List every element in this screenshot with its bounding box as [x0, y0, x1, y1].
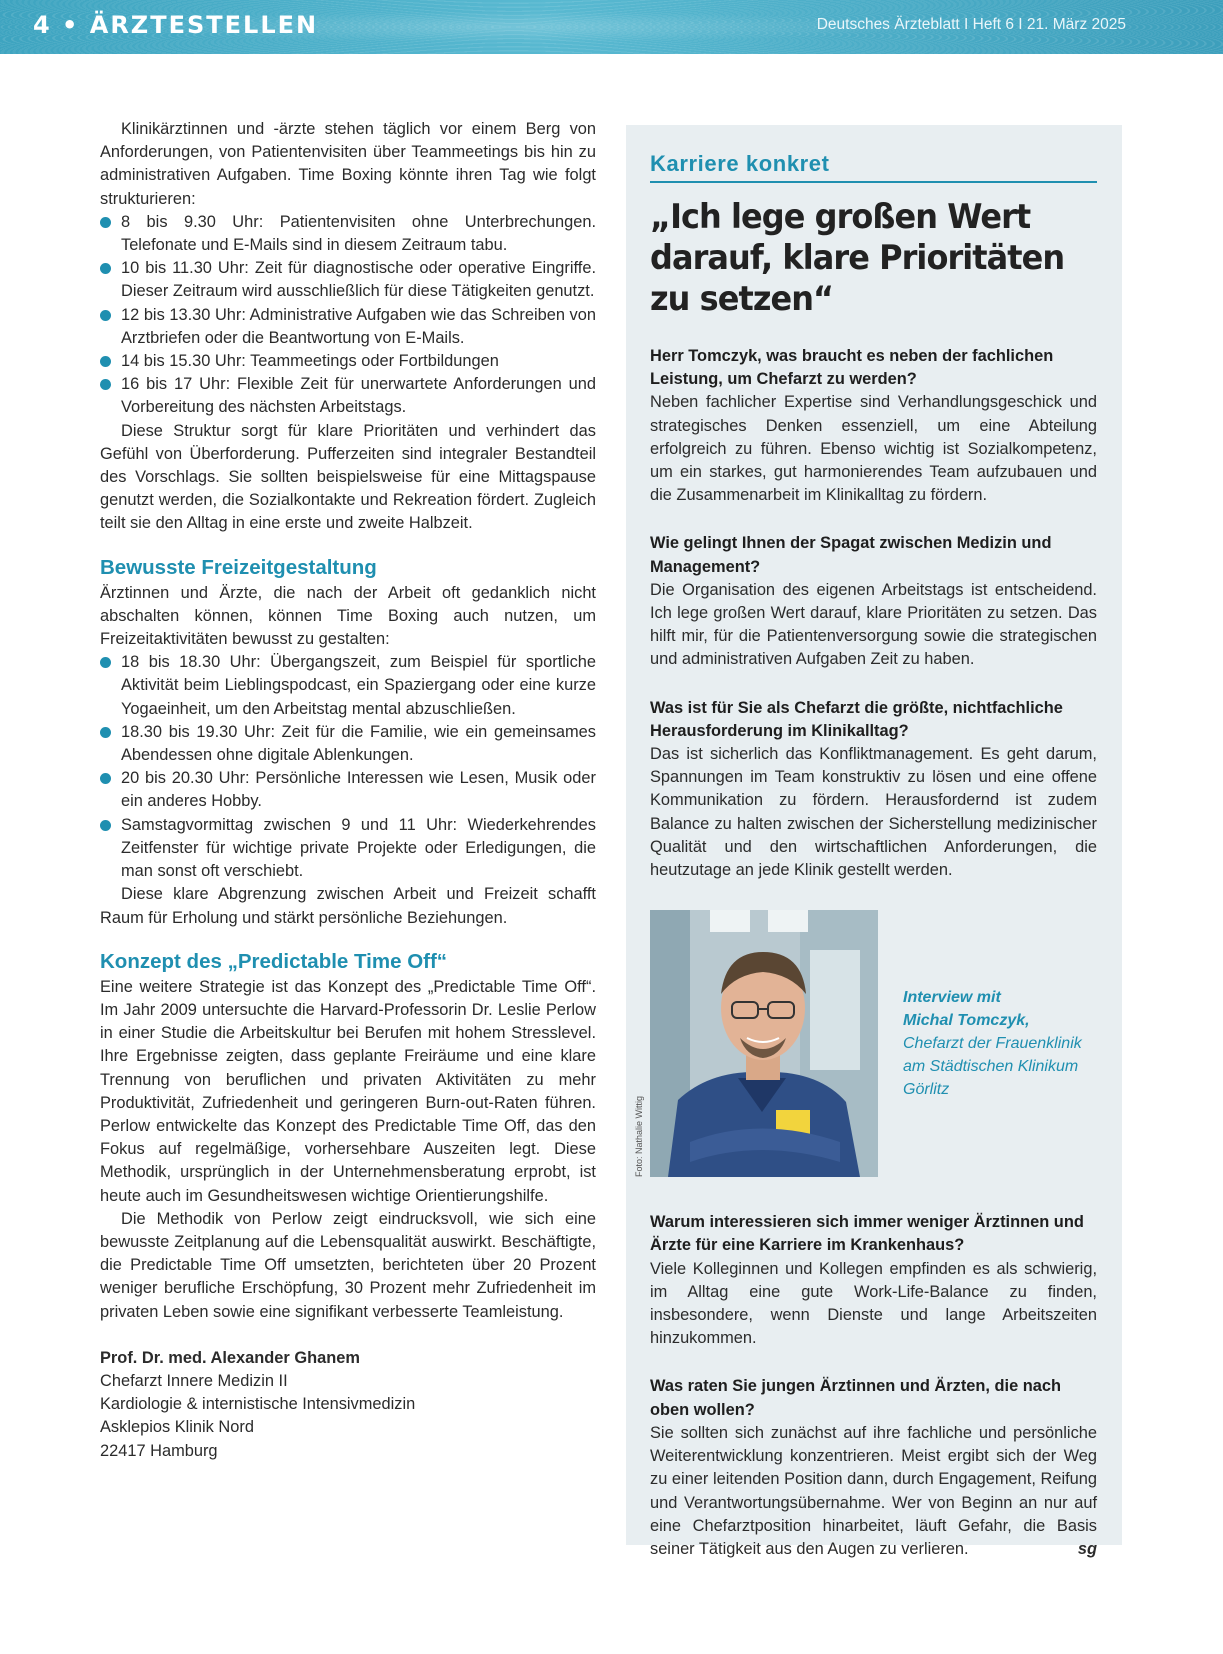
bullet-dot-icon	[100, 727, 111, 738]
author-line: Asklepios Klinik Nord	[100, 1418, 254, 1437]
list-item: 16 bis 17 Uhr: Flexible Zeit für unerwartete Anforderungen und Vorbereitung des nächsten Arbeitstags.	[100, 373, 596, 419]
portrait-illustration	[650, 910, 878, 1177]
answer: Viele Kolleginnen und Kollegen empfinden es als schwierig, im Alltag eine gute Work-Life-Balance zu finden, insbesondere, wenn Dienste und lange Arbeitszeiten hinzukommen.	[650, 1259, 1097, 1348]
caption-intro: Interview mit	[903, 989, 1001, 1007]
boundary-paragraph: Diese klare Abgrenzung zwischen Arbeit und Freizeit schafft Raum für Erholung und stärkt persönliche Beziehungen.	[100, 885, 596, 927]
author-block	[100, 1347, 596, 1463]
caption-name: Michal Tomczyk,	[903, 1012, 1030, 1030]
heading-predictable-time-off: Konzept des „Predictable Time Off“	[100, 949, 448, 973]
qa-block	[650, 532, 1097, 671]
bullet-dot-icon	[100, 356, 111, 367]
issue-info: Deutsches Ärzteblatt I Heft 6 I 21. März 2025	[816, 16, 1126, 33]
structure-paragraph: Diese Struktur sorgt für klare Prioritäten und verhindert das Gefühl von Überforderung. Pufferzeiten sind integraler Bestandteil des Vorschlags. Sie sollten beispielsweise für eine Mittagspause genutzt werden, die Sozialkontakte und Rekreation fördert. Zugleich teilt sie den Alltag in eine erste und zweite Halbzeit.	[100, 421, 596, 533]
list-item: 8 bis 9.30 Uhr: Patientenvisiten ohne Unterbrechungen. Telefonate und E-Mails sind in diesem Zeitraum tabu.	[100, 211, 596, 257]
qa-block	[650, 1211, 1097, 1350]
qa-block	[650, 1375, 1097, 1561]
list-item: 18.30 bis 19.30 Uhr: Zeit für die Familie, wie ein gemeinsames Abendessen ohne digitale Ablenkungen.	[100, 721, 596, 767]
bullet-dot-icon	[100, 773, 111, 784]
list-item: 18 bis 18.30 Uhr: Übergangszeit, zum Beispiel für sportliche Aktivität beim Lieblingspodcast, ein Spaziergang oder eine kurze Yogaeinheit, um den Arbeitstag mental abzuschließen.	[100, 651, 596, 721]
qa-block	[650, 345, 1097, 507]
question: Was ist für Sie als Chefarzt die größte, nichtfachliche Herausforderung im Klinikalltag?	[650, 698, 1063, 740]
list-item: 14 bis 15.30 Uhr: Teammeetings oder Fortbildungen	[100, 350, 596, 373]
qa-block	[650, 697, 1097, 883]
author-line: Chefarzt Innere Medizin II	[100, 1371, 288, 1390]
bullet-dot-icon	[100, 820, 111, 831]
list-item: 12 bis 13.30 Uhr: Administrative Aufgaben wie das Schreiben von Arztbriefen oder die Beantwortung von E-Mails.	[100, 304, 596, 350]
box-headline: „Ich lege großen Wert darauf, klare Prioritäten zu setzen“	[650, 197, 1065, 319]
list-item: Samstagvormittag zwischen 9 und 11 Uhr: Wiederkehrendes Zeitfenster für wichtige private Projekte oder Erledigungen, die man sonst oft verschiebt.	[100, 814, 596, 884]
freizeit-paragraph: Ärztinnen und Ärzte, die nach der Arbeit oft gedanklich nicht abschalten können, können Time Boxing auch nutzen, um Freizeitaktivitäten bewusst zu gestalten:	[100, 583, 596, 649]
author-line: Kardiologie & internistische Intensivmedizin	[100, 1395, 416, 1414]
author-line: 22417 Hamburg	[100, 1441, 218, 1460]
pto-paragraph-1: Eine weitere Strategie ist das Konzept des „Predictable Time Off“. Im Jahr 2009 untersuchte die Harvard-Professorin Dr. Leslie Perlow in einer Studie die Arbeitskultur bei Berufen mit hohem Stresslevel. Ihre Ergebnisse zeigten, dass geplante Freiräume und eine klare Trennung von beruflichen und privaten Aktivitäten zu mehr Produktivität, Zufriedenheit und geringeren Burn-out-Raten führen. Perlow entwickelte das Konzept des Predictable Time Off, das den Fokus auf regelmäßige, vorhersehbare Auszeiten legt. Diese Methodik, ursprünglich in der Unternehmensberatung erprobt, ist heute auch im Gesundheitswesen wichtige Orientierungshilfe.	[100, 977, 596, 1205]
page-header	[0, 0, 1223, 54]
section-title: 4 • ÄRZTESTELLEN	[33, 11, 319, 39]
pto-paragraph-2: Die Methodik von Perlow zeigt eindrucksvoll, wie sich eine bewusste Zeitplanung auf die Lebensqualität auswirkt. Beschäftigte, die Predictable Time Off umsetzten, berichteten über 20 Prozent weniger berufliche Erschöpfung, 30 Prozent mehr Zufriedenheit im privaten Leben sowie eine signifikant verbesserte Teamleistung.	[100, 1209, 596, 1321]
portrait-row	[634, 910, 1097, 1178]
list-item: 20 bis 20.30 Uhr: Persönliche Interessen wie Lesen, Musik oder ein anderes Hobby.	[100, 767, 596, 813]
bullet-dot-icon	[100, 379, 111, 390]
bullet-dot-icon	[100, 263, 111, 274]
bullet-dot-icon	[100, 310, 111, 321]
caption-role: Chefarzt der Frauenklinik am Städtischen Klinikum Görlitz	[903, 1035, 1082, 1099]
answer: Neben fachlicher Expertise sind Verhandlungsgeschick und strategisches Denken essenziell, um eine Abteilung erfolgreich zu führen. Ebenso wichtig ist Sozialkompetenz, um ein starkes, gut harmonierendes Team aufzubauen und die Zusammenarbeit im Klinikalltag zu fördern.	[650, 393, 1097, 505]
list-item: 10 bis 11.30 Uhr: Zeit für diagnostische oder operative Eingriffe. Dieser Zeitraum wird ausschließlich für diese Tätigkeiten genutzt.	[100, 257, 596, 303]
bullet-dot-icon	[100, 657, 111, 668]
answer: Die Organisation des eigenen Arbeitstags ist entscheidend. Ich lege großen Wert darauf, klare Prioritäten zu setzen. Das hilft mir, für die Patientenversorgung sowie die strategischen und administrativen Aufgaben Zeit zu haben.	[650, 580, 1097, 669]
photo-caption	[903, 986, 1103, 1101]
author-signature: sg	[1077, 1539, 1097, 1558]
box-kicker: Karriere konkret	[650, 151, 1097, 183]
question: Wie gelingt Ihnen der Spagat zwischen Medizin und Management?	[650, 534, 1052, 576]
answer	[650, 1422, 1097, 1561]
bullet-dot-icon	[100, 217, 111, 228]
photo-credit: Foto: Nathalie Wittig	[634, 1096, 644, 1178]
main-article	[100, 118, 596, 1463]
interview-box	[626, 125, 1122, 1558]
question: Was raten Sie jungen Ärztinnen und Ärzten, die nach oben wollen?	[650, 1377, 1062, 1419]
work-schedule-list	[100, 211, 596, 420]
portrait-photo	[650, 910, 878, 1177]
author-name: Prof. Dr. med. Alexander Ghanem	[100, 1348, 360, 1367]
answer: Das ist sicherlich das Konfliktmanagement. Es geht darum, Spannungen im Team konstruktiv zu lösen und eine offene Kommunikation zu fördern. Herausfordernd ist zudem Balance zu halten zwischen der Sicherstellung medizinischer Qualität und den wirtschaftlichen Anforderungen, die heutzutage an jede Klinik gestellt werden.	[650, 745, 1097, 880]
heading-freizeit: Bewusste Freizeitgestaltung	[100, 555, 377, 579]
question: Warum interessieren sich immer weniger Ärztinnen und Ärzte für eine Karriere im Krankenhaus?	[650, 1213, 1084, 1255]
question: Herr Tomczyk, was braucht es neben der fachlichen Leistung, um Chefarzt zu werden?	[650, 347, 1054, 389]
free-schedule-list	[100, 651, 596, 883]
answer-text: Sie sollten sich zunächst auf ihre fachliche und persönliche Weiterentwicklung konzentrieren. Meist ergibt sich der Weg zu einer leitenden Position dann, durch Engagement, Reifung und Verantwortungsübernahme. Wer von Beginn an nur auf eine Chefarztposition hinarbeitet, läuft Gefahr, die Basis seiner Tätigkeit aus den Augen zu verlieren.	[650, 1423, 1097, 1558]
intro-paragraph: Klinikärztinnen und -ärzte stehen täglich vor einem Berg von Anforderungen, von Patientenvisiten über Teammeetings bis hin zu administrativen Aufgaben. Time Boxing könnte ihren Tag wie folgt strukturieren:	[100, 120, 596, 208]
